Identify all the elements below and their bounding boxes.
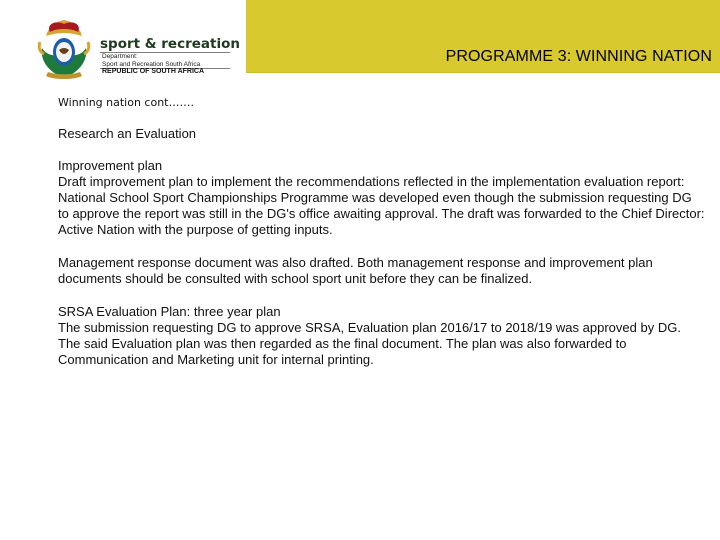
department-name <box>102 53 200 68</box>
spacer <box>58 238 706 255</box>
slide-content <box>58 96 706 368</box>
brand-name: sport & recreation <box>100 36 240 52</box>
coat-of-arms-icon <box>36 18 92 82</box>
header-band <box>246 0 720 72</box>
department-logo <box>36 18 240 82</box>
header-divider <box>246 72 720 73</box>
management-response-paragraph: Management response document was also drafted. Both management response and improvement plan documents should be consulted with school sport unit before they can be finalized. <box>58 255 653 286</box>
improvement-plan-heading: Improvement plan <box>58 158 163 173</box>
evaluation-plan-heading: SRSA Evaluation Plan: three year plan <box>58 304 281 319</box>
section-subtitle: Winning nation cont……. <box>58 96 194 109</box>
spacer <box>58 287 706 304</box>
page-title: PROGRAMME 3: WINNING NATION <box>445 48 712 65</box>
republic-name: REPUBLIC OF SOUTH AFRICA <box>102 68 205 75</box>
improvement-plan-body: Draft improvement plan to implement the recommendations reflected in the implementation evaluation report: National School Sport Championships Programme was developed even though the submission requesting DG to approve the report was still in the DG's office awaiting approval. The draft was forwarded to the Chief Director: Active Nation with the purpose of getting inputs. <box>58 174 705 237</box>
evaluation-plan-body: The submission requesting DG to approve SRSA, Evaluation plan 2016/17 to 2018/19 was approved by DG. The said Evaluation plan was then regarded as the final document. The plan was also forwarded to Communication and Marketing unit for internal printing. <box>58 320 681 367</box>
department-full-name: Sport and Recreation South Africa <box>102 60 201 68</box>
department-label: Department: <box>102 53 138 60</box>
spacer <box>58 142 706 158</box>
section-heading: Research an Evaluation <box>58 126 197 141</box>
